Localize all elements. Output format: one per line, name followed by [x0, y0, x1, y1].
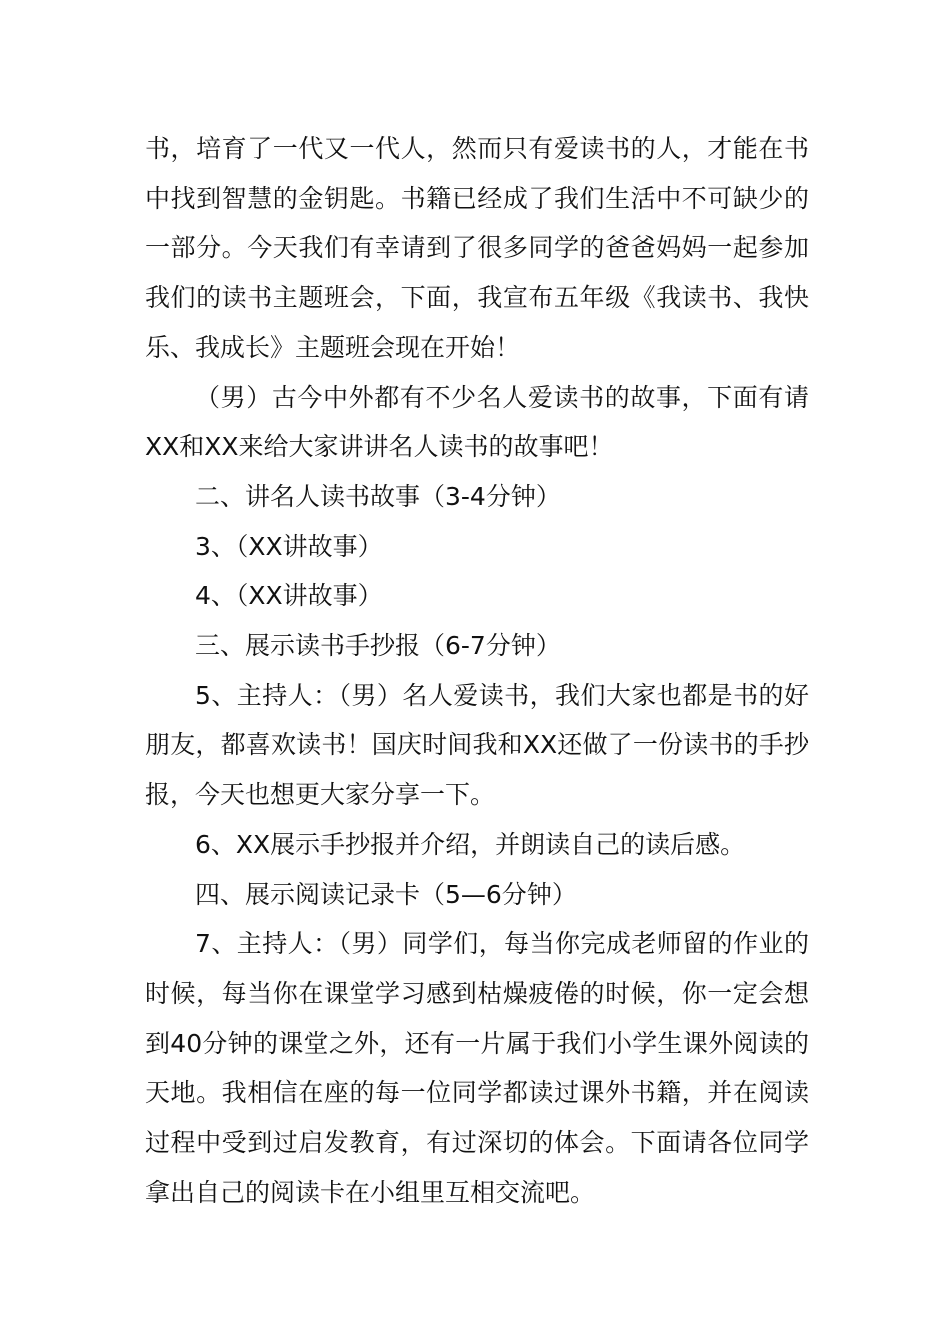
paragraph-opening-continued: 书，培育了一代又一代人，然而只有爱读书的人，才能在书中找到智慧的金钥匙。书籍已经成了我们生活中不可缺少的一部分。今天我们有幸请到了很多同学的爸爸妈妈一起参加我们的读书主题班会，下面，我宣布五年级《我读书、我快乐、我成长》主题班会现在开始！ [145, 134, 809, 362]
list-item-7: 7、主持人：（男）同学们，每当你完成老师留的作业的时候，每当你在课堂学习感到枯燥疲倦的时候，你一定会想到40分钟的课堂之外，还有一片属于我们小学生课外阅读的天地。我相信在座的每一位同学都读过课外书籍，并在阅读过程中受到过启发教育，有过深切的体会。下面请各位同学拿出自己的阅读卡在小组里互相交流吧。 [145, 929, 809, 1207]
list-item-4: 4、（XX讲故事） [195, 581, 383, 611]
list-item-5: 5、主持人：（男）名人爱读书，我们大家也都是书的好朋友，都喜欢读书！国庆时间我和XX还做了一份读书的手抄报，今天也想更大家分享一下。 [145, 680, 809, 810]
list-item-6: 6、XX展示手抄报并介绍，并朗读自己的读后感。 [195, 829, 746, 859]
document-body [145, 124, 809, 1217]
section-heading-three: 三、展示读书手抄报（6-7分钟） [195, 631, 561, 661]
list-item-3: 3、（XX讲故事） [195, 531, 383, 561]
section-heading-two: 二、讲名人读书故事（3-4分钟） [195, 481, 561, 511]
paragraph-famous-readers-intro: （男）古今中外都有不少名人爱读书的故事，下面有请XX和XX来给大家讲讲名人读书的故事吧！ [145, 382, 809, 462]
section-heading-four: 四、展示阅读记录卡（5—6分钟） [195, 879, 577, 909]
